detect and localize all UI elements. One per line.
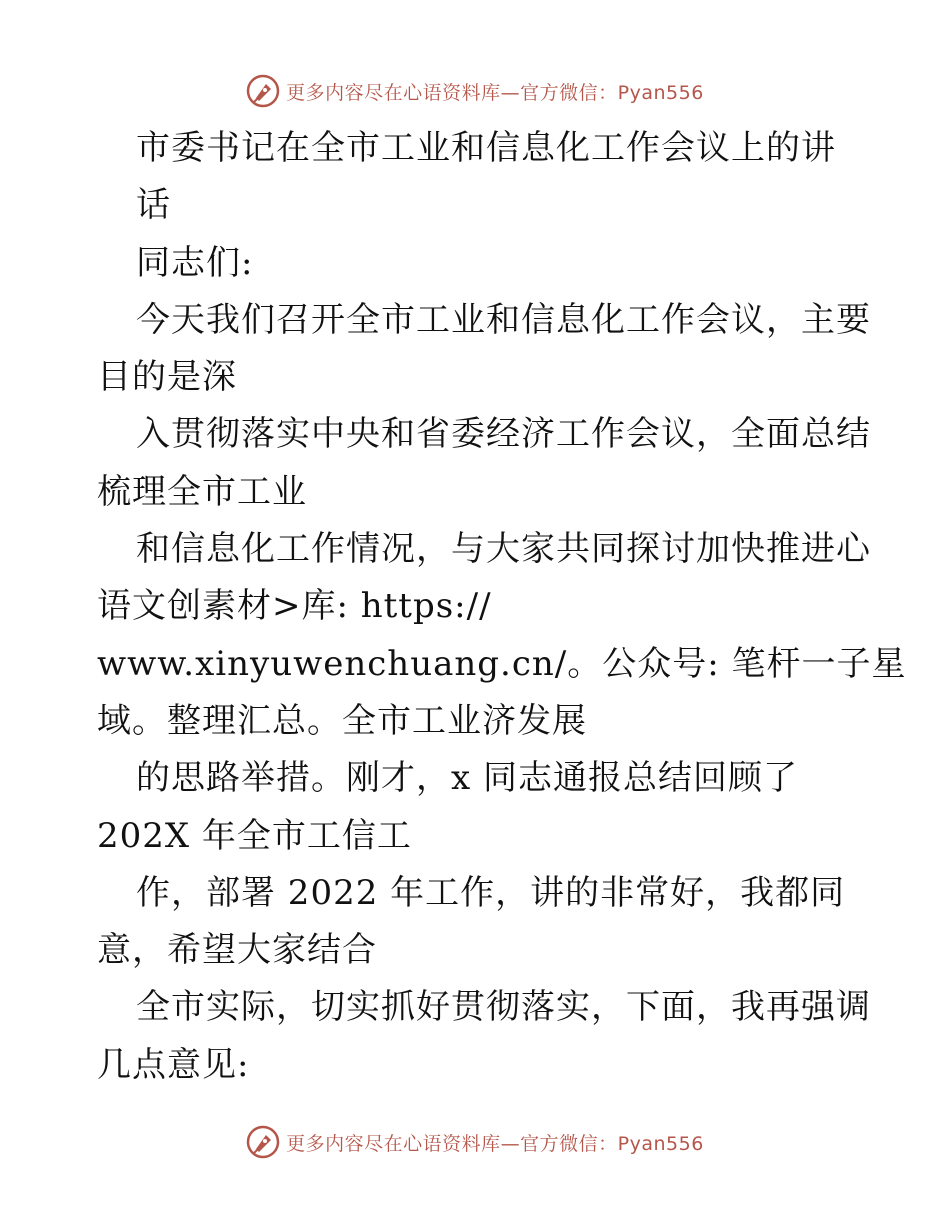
paragraph-line: 语文创素材>库: https:// (97, 586, 492, 627)
pen-nib-logo-icon (246, 74, 280, 108)
salutation: 同志们: (136, 242, 254, 283)
watermark-text: 更多内容尽在心语资料库—官方微信：Pyan556 (286, 1132, 704, 1155)
header-watermark (0, 71, 950, 111)
pen-nib-logo-icon (246, 1125, 280, 1159)
paragraph-line: 域。整理汇总。全市工业济发展 (97, 700, 587, 741)
title-line-1: 市委书记在全市工业和信息化工作会议上的讲 (136, 128, 836, 168)
paragraph-line: 意，希望大家结合 (97, 930, 377, 971)
paragraph-line: 作，部署 2022 年工作，讲的非常好，我都同 (136, 872, 846, 913)
paragraph-line: 的思路举措。刚才，x 同志通报总结回顾了 (136, 758, 798, 799)
paragraph-line: 目的是深 (97, 357, 237, 398)
watermark-text: 更多内容尽在心语资料库—官方微信：Pyan556 (286, 81, 704, 104)
footer-watermark (0, 1122, 950, 1162)
paragraph-line: 今天我们召开全市工业和信息化工作会议，主要 (136, 299, 871, 340)
paragraph-line: 梳理全市工业 (97, 471, 307, 512)
paragraph-line: 几点意见: (97, 1044, 250, 1085)
paragraph-line: 和信息化工作情况，与大家共同探讨加快推进心 (136, 529, 871, 570)
title-line-2: 话 (136, 185, 171, 226)
paragraph-line: 全市实际，切实抓好贯彻落实，下面，我再强调 (136, 987, 871, 1028)
paragraph-line: www.xinyuwenchuang.cn/。公众号: 笔杆一子星 (97, 643, 907, 684)
document-body (97, 120, 907, 1094)
paragraph-line: 入贯彻落实中央和省委经济工作会议，全面总结 (136, 414, 871, 455)
paragraph-line: 202X 年全市工信工 (97, 815, 412, 856)
